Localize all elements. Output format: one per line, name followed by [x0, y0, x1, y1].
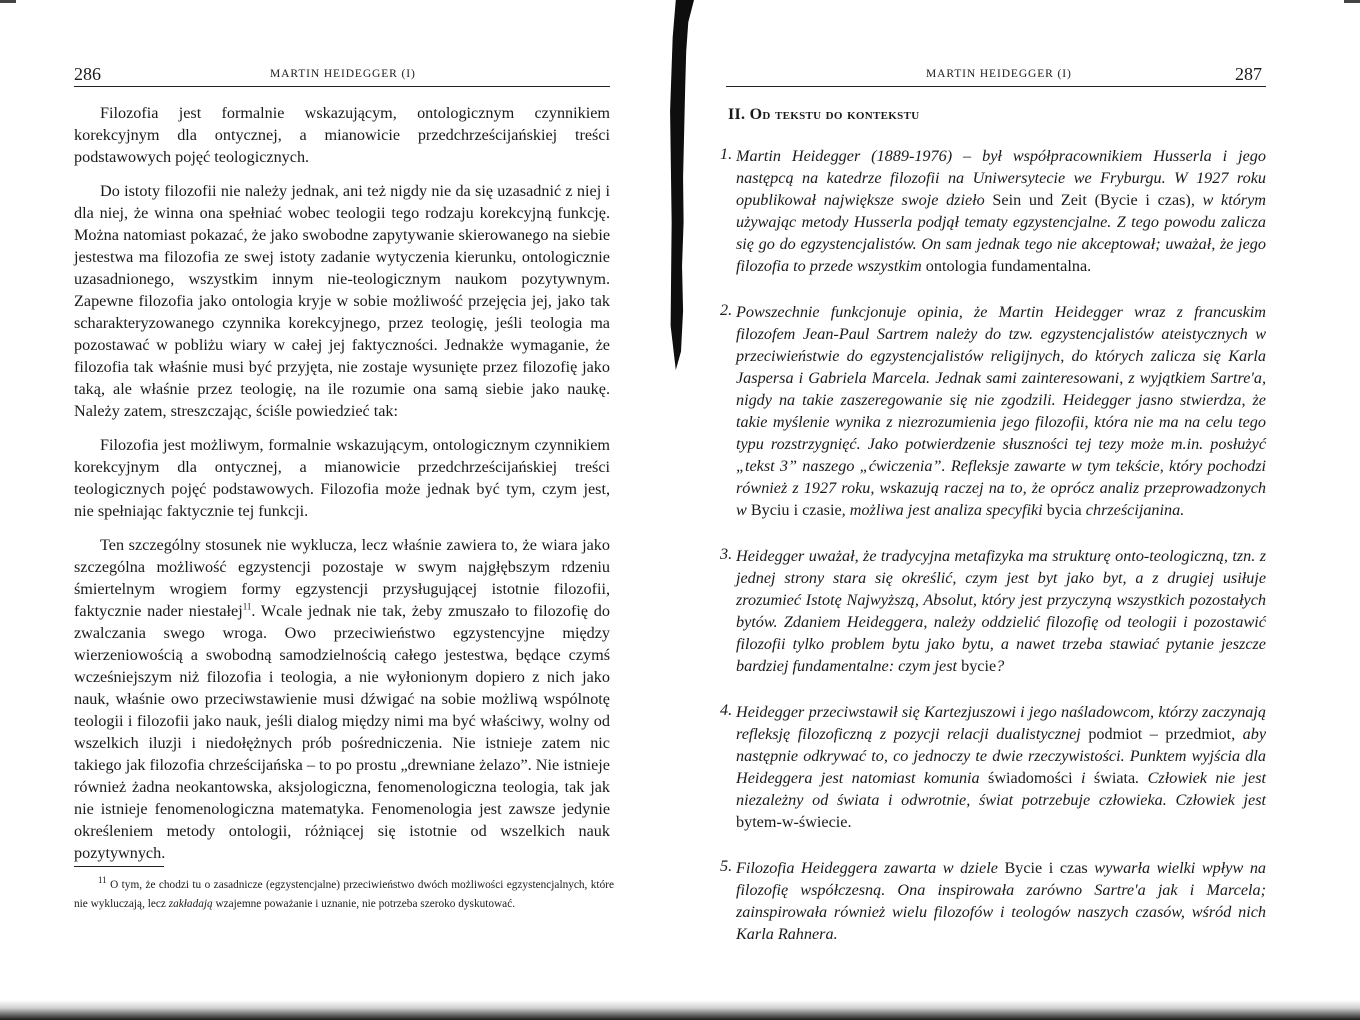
paragraph [74, 534, 610, 864]
roman-run: świata [1093, 769, 1136, 787]
roman-run: ontologia fundamentalna. [925, 257, 1092, 275]
italic-run: Filozofia Heideggera zawarta w dziele [736, 859, 1005, 877]
commentary-list [720, 145, 1267, 969]
footnote-emphasis: zakładają [168, 898, 213, 910]
item-number: 3. [720, 545, 733, 563]
italic-run: chrześcijanina. [1081, 501, 1185, 519]
commentary-item [720, 701, 1267, 833]
roman-run: bycia [1046, 501, 1082, 519]
section-heading-text: II. Od tekstu do kontekstu [728, 106, 920, 123]
right-page-number: 287 [1235, 64, 1262, 84]
italic-run: , możliwa jest analiza specyfiki [841, 501, 1047, 519]
left-running-head [74, 62, 610, 87]
left-running-title: MARTIN HEIDEGGER (I) [270, 68, 416, 80]
italic-run: i [1072, 769, 1094, 787]
footnote-reference[interactable]: 11 [242, 601, 252, 612]
italic-run: Powszechnie funkcjonuje opinia, że Martin Heidegger wraz z francuskim filozofem Jean-Paul Sartrem należy do tzw. egzystencjalistów ateistycznych w przeciwieństwie do egzystencjalistów religijnych, do których zalicza się Karla Jaspersa i Gabriela Marcela. Jednak sami zainteresowani, z wyjątkiem Sartre'a, nigdy na takie zaszeregowanie się nie zgodzili. Heidegger jasno stwierdza, że takie myślenie wynika z niezrozumienia jego filozofii, która nie ma na celu tego typu rozstrzygnięć. Jako potwierdzenie słuszności tej tezy może m.in. posłużyć „tekst 3” naszego „ćwiczenia”. Refleksje zawarte w tym tekście, który pochodzi również z 1927 roku, wskazują raczej na to, że oprócz analiz przeprowadzonych w [736, 303, 1266, 519]
paragraph: Filozofia jest formalnie wskazującym, ontologicznym czynnikiem korekcyjnym dla ontycznej, a mianowicie przedchrześcijańskiej treści podstawowych pojęć teologicznych. [74, 104, 610, 166]
item-text [736, 545, 1266, 677]
italic-run: ? [996, 657, 1005, 675]
italic-run: , aby następnie odkrywać to, co jednoczy te dwie rzeczywistości. Punktem wyjścia dla Heideggera jest natomiast komunia [736, 725, 1267, 787]
right-page [720, 0, 1267, 1000]
paragraph: Filozofia jest możliwym, formalnie wskazującym, ontologicznym czynnikiem korekcyjnym dla ontycznej, a mianowicie przedchrześcijańskiej treści teologicznych pojęć podstawowych. Filozofia może jednak być tym, czym jest, nie spełniając faktycznie tej funkcji. [74, 436, 610, 520]
commentary-item [720, 301, 1266, 521]
book-gutter-shadow [668, 0, 694, 370]
scan-edge-mark [0, 0, 16, 3]
item-number: 2. [720, 301, 733, 319]
commentary-item [720, 145, 1266, 277]
italic-run: , w którym używając metody Husserla podjął tematy egzystencjalne. Z tego powodu zalicza się go do egzystencjalistów. On sam jednak tego nie akceptował; uważał, że jego filozofia to przede wszystkim [736, 191, 1266, 275]
section-heading [728, 106, 919, 124]
footnote-rule [74, 866, 164, 867]
italic-run: Heidegger przeciwstawił się Kartezjuszowi i jego naśladowcom, którzy zaczynają refleksję filozoficzną z pozycji relacji dualistycznej [736, 703, 1266, 743]
paragraph-text: Ten szczególny stosunek nie wyklucza, lecz właśnie zawiera to, że wiara jako szczególna możliwość egzystencji pozostaje w swym najgłębszym rdzeniu śmiertelnym wrogiem formy egzystencji przysługującej istotnie filozofii, faktycznie nader niestałej [74, 536, 610, 620]
roman-run: Sein und Zeit (Bycie i czas) [992, 191, 1191, 209]
paragraph-text: . Wcale jednak nie tak, żeby zmuszało to filozofię do zwalczania swego wroga. Owo przeciwieństwo egzystencyjne między wierzeniowością a swobodną samodzielnością całego jestestwa, będące czymś wcześniejszym niż filozofia i teologia, a nie wyłonionym dopiero z nich jako nauk, właśnie owo przeciwstawienie musi dźwigać na sobie możliwą wspólnotę teologii i filozofii jako nauk, jeśli dialog między nimi ma być właściwy, wolny od wszelkich iluzji i niedołężnych prób pośredniczenia. Nie istnieje zatem nic takiego jak filozofia chrześcijańska – to po prostu „drewniane żelazo”. Nie istnieje również żadna neokantowska, aksjologiczna, fenomenologiczna teologia, tak jak nie istnieje fenomenologiczna matematyka. Fenomenologia jest zawsze jedynie określeniem metody ontologii, różniącej się istotnie od wszelkich nauk pozytywnych. [74, 602, 610, 862]
roman-run: bytem-w-świecie. [736, 813, 852, 831]
commentary-item [720, 545, 1266, 677]
left-page-number: 286 [74, 64, 101, 84]
item-number: 4. [720, 701, 733, 719]
italic-run: Martin Heidegger (1889-1976) – był współpracownikiem Husserla i jego następcą na katedrze filozofii na Uniwersytecie we Fryburgu. W 1927 roku opublikował największe swoje dzieło [736, 147, 1266, 209]
item-number: 5. [720, 857, 733, 875]
left-page [74, 0, 614, 1000]
footnote-text: wzajemne poważanie i uznanie, nie potrzeba szeroko dyskutować. [212, 898, 516, 910]
roman-run: podmiot – przedmiot [1088, 725, 1232, 743]
paragraph: Do istoty filozofii nie należy jednak, ani też nigdy nie da się uzasadnić z niej i dla niej, że winna ona spełniać wobec teologii tego rodzaju korekcyjną funkcję. Można natomiast pokazać, że jako swobodne zapytywanie skierowanego na siebie jestestwa ma filozofia ze swej istoty zadanie wytyczenia kierunku, ontologicznie uzasadnionego, wszystkim innym nie-teologicznym naukom pozytywnym. Zapewne filozofia jako ontologia kryje w sobie możliwość przejęcia jej, jako tak scharakteryzowanego czynnika korekcyjnego, przez teologię, jeśli teologia ma pozostawać w pobliżu wiary w całej jej faktyczności. Jednakże wymaganie, że filozofia tak właśnie musi być przyjęta, nie zostaje wysunięte przez filozofię jako taką, ale właśnie przez teologię, na ile rozumie ona samą siebie jako naukę. Należy zatem, streszczając, ściśle powiedzieć tak: [74, 182, 610, 420]
left-body-text [74, 102, 610, 876]
italic-run: Heidegger uważał, że tradycyjna metafizyka ma strukturę onto-teologiczną, tzn. z jednej strony stara się określić, czym jest byt jako byt, a z drugiej usiłuje zrozumieć Istotę Najwyższą, Absolut, który jest przyczyną wszystkich pozostałych bytów. Zdaniem Heideggera, należy oddzielić filozofię od teologii i pozostawić filozofii tylko problem bytu jako bytu, a nawet trzeba stawiać pytanie jeszcze bardziej fundamentalne: czym jest [736, 547, 1266, 675]
item-text [736, 701, 1266, 833]
scan-bottom-edge [0, 1000, 1360, 1020]
roman-run: Bycie i czas [1004, 859, 1088, 877]
right-running-head [726, 62, 1266, 87]
roman-run: bycie [961, 657, 997, 675]
item-number: 1. [720, 145, 733, 163]
roman-run: Byciu i czasie [750, 501, 842, 519]
italic-run: wywarła wielki wpływ na filozofię współczesną. Ona inspirowała zarówno Sartre'a jak i Marcela; zainspirowała również wielu filozofów i teologów naszych czasów, wśród nich Karla Rahnera. [736, 859, 1267, 943]
item-text [736, 857, 1266, 945]
footnote-mark: 11 [98, 875, 107, 886]
italic-run: . Człowiek nie jest niezależny od świata i odwrotnie, świat potrzebuje człowieka. Człowiek jest [736, 769, 1267, 809]
commentary-item [720, 857, 1267, 945]
right-running-title: MARTIN HEIDEGGER (I) [926, 68, 1072, 80]
scan-edge-mark [1344, 0, 1360, 3]
item-text [736, 301, 1266, 521]
item-text [736, 145, 1266, 277]
footnote [74, 876, 614, 914]
roman-run: świadomości [988, 769, 1073, 787]
footnote-text: O tym, że chodzi tu o zasadnicze (egzystencjalne) przeciwieństwo dwóch możliwości egzystencjalnych, które nie wykluczają, lecz [74, 879, 614, 910]
